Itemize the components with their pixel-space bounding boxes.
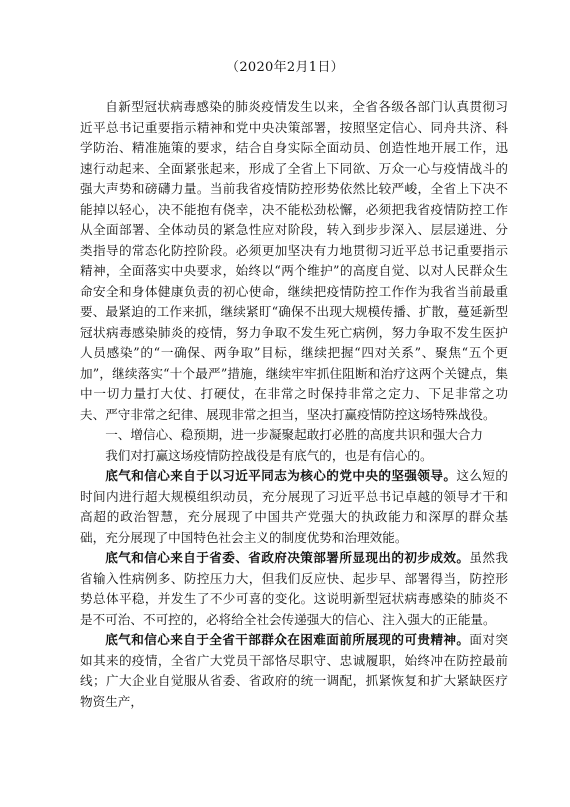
section-lead: 我们对打赢这场疫情防控战役是有底气的，也是有信心的。 xyxy=(105,447,433,463)
point-3-bold-lead: 底气和信心来自于全省干部群众在困难面前所展现的可贵精神。 xyxy=(105,632,470,647)
point-paragraph-3 xyxy=(80,630,508,712)
point-1-bold-lead: 底气和信心来自于以习近平同志为核心的党中央的坚强领导。 xyxy=(105,468,457,483)
section-heading: 一、增信心、稳预期，进一步凝聚起敢打必胜的高度共识和强大合力 xyxy=(105,427,483,442)
point-2-bold-lead: 底气和信心来自于省委、省政府决策部署所显现出的初步成效。 xyxy=(105,550,470,565)
document-body xyxy=(80,97,508,712)
intro-paragraph: 自新型冠状病毒感染的肺炎疫情发生以来，全省各级各部门认真贯彻习近平总书记重要指示精神和党中央决策部署，按照坚定信心、同舟共济、科学防治、精准施策的要求，结合自身实际全面动员、创造性地开展工作，迅速行动起来、全面紧张起来，形成了全省上下同欲、万众一心与疫情战斗的强大声势和磅礴力量。当前我省疫情防控形势依然比较严峻，全省上下决不能掉以轻心，决不能抱有侥幸，决不能松劲松懈，必须把我省疫情防控工作从全面部署、全体动员的紧急性应对阶段，转入到步步深入、层层递进、分类指导的常态化防控阶段。必须更加坚决有力地贯彻习近平总书记重要指示精神，全面落实中央要求，始终以“两个维护”的高度自觉、以对人民群众生命安全和身体健康负责的初心使命，继续把疫情防控工作作为我省当前最重要、最紧迫的工作来抓，继续紧盯“确保不出现大规模传播、扩散，蔓延新型冠状病毒感染肺炎的疫情，努力争取不发生死亡病例，努力争取不发生医护人员感染”的“一确保、两争取”目标，继续把握“四对关系”、聚焦“五个更加”，继续落实“十个最严”措施，继续牢牢抓住阻断和治疗这两个关键点，集中一切力量打大仗、打硬仗，在非常之时保持非常之定力、下足非常之功夫、严守非常之纪律、展现非常之担当，坚决打赢疫情防控这场特殊战役。 xyxy=(80,99,508,422)
point-paragraph-1 xyxy=(80,466,508,548)
point-paragraph-2 xyxy=(80,548,508,630)
document-date: （2020年2月1日） xyxy=(226,60,344,75)
point-1-text: 这么短的时间内进行超大规模组织动员，充分展现了习近平总书记卓越的领导才干和高超的政治智慧，充分展现了中国共产党强大的执政能力和深厚的群众基础，充分展现了中国特色社会主义的制度优势和治理效能。 xyxy=(80,468,509,545)
point-2-text: 虽然我省输入性病例多、防控压力大，但我们反应快、起步早、部署得当，防控形势总体平稳，并发生了不少可喜的变化。这说明新型冠状病毒感染的肺炎不是不可治、不可控的，必将给全社会传递强大的信心、注入强大的正能量。 xyxy=(80,550,509,627)
point-3-text: 面对突如其来的疫情，全省广大党员干部恪尽职守、忠诚履职，始终冲在防控最前线；广大企业自觉服从省委、省政府的统一调配，抓紧恢复和扩大紧缺医疗物资生产， xyxy=(80,632,509,709)
